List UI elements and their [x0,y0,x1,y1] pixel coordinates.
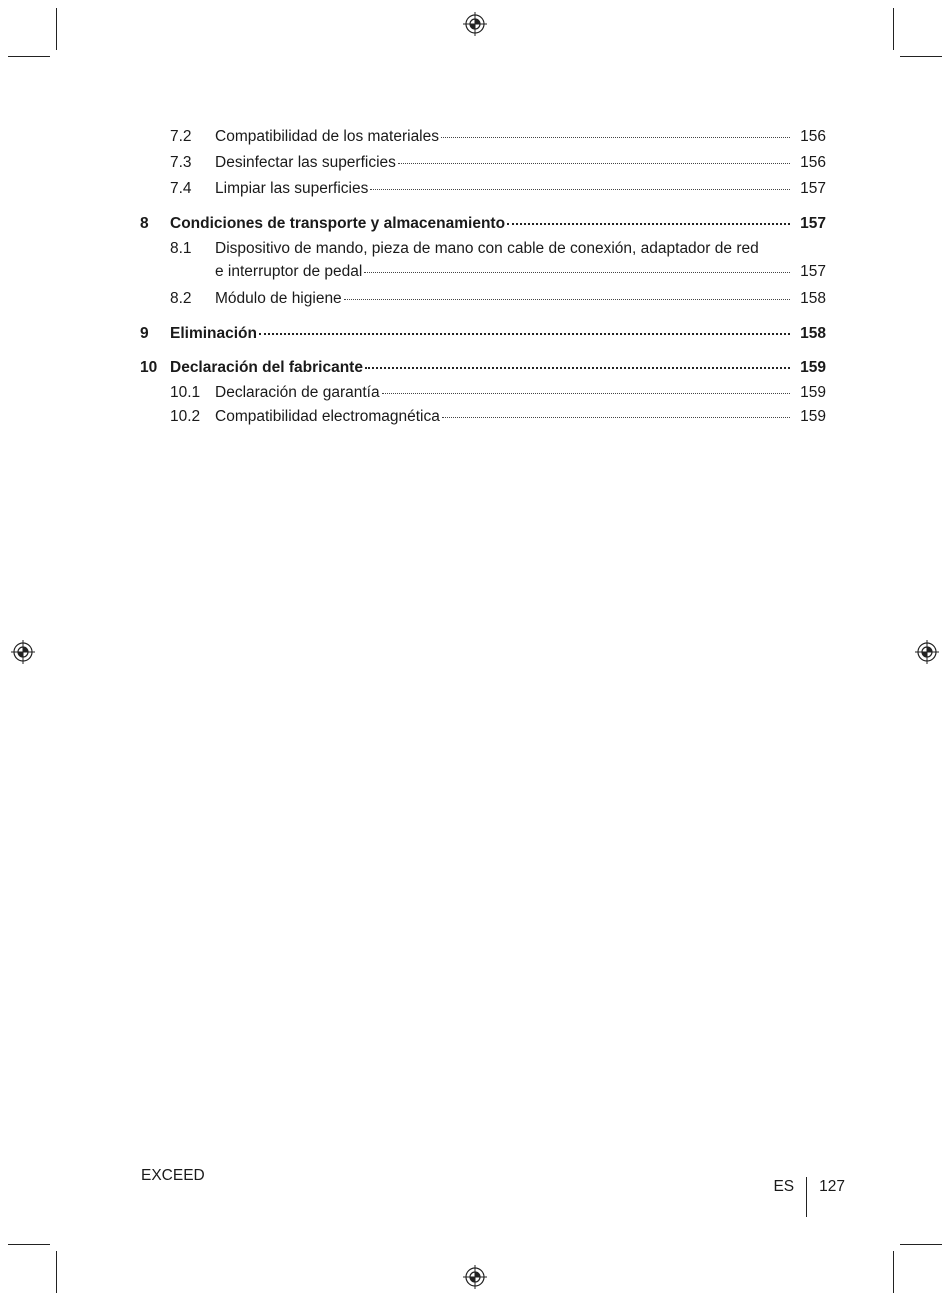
footer-product-name: EXCEED [141,1167,205,1184]
footer-language: ES [773,1178,795,1195]
dot-leader [344,298,790,300]
toc-entry-page: 157 [800,180,826,197]
toc-entry-8[interactable] [140,211,826,237]
crop-mark [8,56,50,57]
crop-mark [900,56,942,57]
toc-entry-8-2[interactable] [140,286,826,312]
toc-entry-8-1[interactable] [140,237,826,260]
toc-entry-10-2[interactable] [140,404,826,430]
toc-entry-page: 159 [800,408,826,425]
toc-entry-title: Condiciones de transporte y almacenamiento [170,215,506,232]
toc-entry-title: Compatibilidad electromagnética [215,408,440,425]
dot-leader [365,366,790,369]
footer-page-info [773,1167,845,1207]
registration-mark-icon [463,12,487,36]
toc-entry-number: 8.2 [170,290,192,307]
toc-entry-number: 7.3 [170,154,192,171]
dot-leader [507,222,790,225]
toc-entry-8-1-continued[interactable] [140,260,826,286]
toc-entry-10[interactable] [140,355,826,381]
toc-entry-number: 9 [140,325,149,342]
dot-leader [398,162,790,164]
dot-leader [259,332,790,335]
toc-entry-title: Compatibilidad de los materiales [215,128,440,145]
toc-entry-number: 10.1 [170,384,201,401]
toc-entry-page: 156 [800,154,826,171]
toc-entry-number: 8 [140,215,149,232]
toc-entry-page: 158 [800,290,826,307]
toc-entry-title: Declaración de garantía [215,384,380,401]
toc-entry-page: 159 [800,384,826,401]
toc-entry-7-2[interactable] [140,124,826,150]
toc-entry-number: 8.1 [170,240,192,257]
crop-mark [56,1251,57,1293]
footer-page-number: 127 [819,1178,845,1195]
toc-entry-page: 157 [800,215,826,232]
toc-entry-title: Declaración del fabricante [170,359,363,376]
crop-mark [893,1251,894,1293]
toc-entry-number: 10 [140,359,158,376]
toc-entry-7-4[interactable] [140,176,826,202]
toc-entry-page: 158 [800,325,826,342]
crop-mark [8,1244,50,1245]
toc-entry-page: 157 [800,263,826,280]
toc-entry-title: Eliminación [170,325,257,342]
registration-mark-icon [11,640,35,664]
toc-entry-title: Limpiar las superficies [215,180,369,197]
toc-entry-page: 159 [800,359,826,376]
registration-mark-icon [915,640,939,664]
dot-leader [370,188,790,190]
toc-entry-7-3[interactable] [140,150,826,176]
crop-mark [893,8,894,50]
toc-entry-title-line2: e interruptor de pedal [215,263,363,280]
toc-entry-title: Módulo de higiene [215,290,342,307]
crop-mark [900,1244,942,1245]
footer-divider [806,1177,807,1217]
dot-leader [382,392,790,394]
toc-entry-title: Desinfectar las superficies [215,154,396,171]
dot-leader [442,416,790,418]
dot-leader [441,136,790,138]
toc-entry-10-1[interactable] [140,381,826,404]
toc-entry-number: 7.2 [170,128,192,145]
toc-entry-page: 156 [800,128,826,145]
registration-mark-icon [463,1265,487,1289]
toc-entry-9[interactable] [140,321,826,347]
toc-entry-number: 7.4 [170,180,192,197]
crop-mark [56,8,57,50]
table-of-contents [140,124,826,430]
dot-leader [364,271,790,273]
toc-entry-title-line1: Dispositivo de mando, pieza de mano con cable de conexión, adaptador de red [215,240,759,257]
toc-entry-number: 10.2 [170,408,201,425]
